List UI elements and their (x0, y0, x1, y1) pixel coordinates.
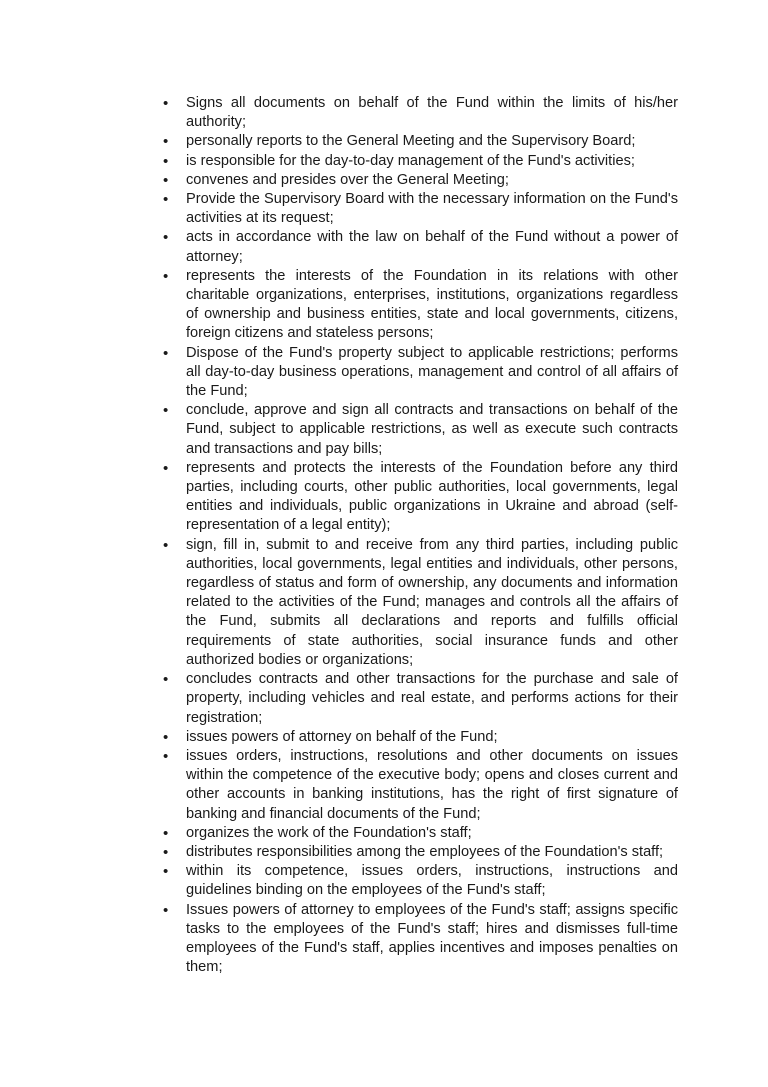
list-item: • distributes responsibilities among the employees of the Foundation's staff; (163, 843, 678, 862)
list-item: • Provide the Supervisory Board with the necessary information on the Fund's activities at its request; (163, 190, 678, 228)
list-item: • is responsible for the day-to-day management of the Fund's activities; (163, 152, 678, 171)
list-item: • organizes the work of the Foundation's staff; (163, 824, 678, 843)
list-item: • Dispose of the Fund's property subject to applicable restrictions; performs all day-to-day business operations, management and control of all affairs of the Fund; (163, 344, 678, 402)
list-item: • concludes contracts and other transactions for the purchase and sale of property, including vehicles and real estate, and performs actions for their registration; (163, 670, 678, 728)
list-item: • personally reports to the General Meeting and the Supervisory Board; (163, 132, 678, 151)
list-item: • represents the interests of the Foundation in its relations with other charitable organizations, enterprises, institutions, organizations regardless of ownership and business entities, state and local governments, citizens, foreign citizens and stateless persons; (163, 267, 678, 344)
list-item: • issues orders, instructions, resolutions and other documents on issues within the competence of the executive body; opens and closes current and other accounts in banking institutions, has the right of first signature of banking and financial documents of the Fund; (163, 747, 678, 824)
list-item: • Signs all documents on behalf of the Fund within the limits of his/her authority; (163, 94, 678, 132)
list-item: • convenes and presides over the General Meeting; (163, 171, 678, 190)
list-item: • issues powers of attorney on behalf of the Fund; (163, 728, 678, 747)
list-item: • acts in accordance with the law on behalf of the Fund without a power of attorney; (163, 228, 678, 266)
list-item: • represents and protects the interests of the Foundation before any third parties, including courts, other public authorities, local governments, legal entities and individuals, public organizations in Ukraine and abroad (self-representation of a legal entity); (163, 459, 678, 536)
list-item: • within its competence, issues orders, instructions, instructions and guidelines binding on the employees of the Fund's staff; (163, 862, 678, 900)
bullet-list (163, 94, 678, 977)
list-item: • Issues powers of attorney to employees of the Fund's staff; assigns specific tasks to the employees of the Fund's staff; hires and dismisses full-time employees of the Fund's staff, applies incentives and imposes penalties on them; (163, 901, 678, 978)
list-item: • conclude, approve and sign all contracts and transactions on behalf of the Fund, subject to applicable restrictions, as well as execute such contracts and transactions and pay bills; (163, 401, 678, 459)
list-item: • sign, fill in, submit to and receive from any third parties, including public authorities, local governments, legal entities and individuals, other persons, regardless of status and form of ownership, any documents and information related to the activities of the Fund; manages and controls all the affairs of the Fund, submits all declarations and reports and fulfills official requirements of state authorities, social insurance funds and other authorized bodies or organizations; (163, 536, 678, 670)
